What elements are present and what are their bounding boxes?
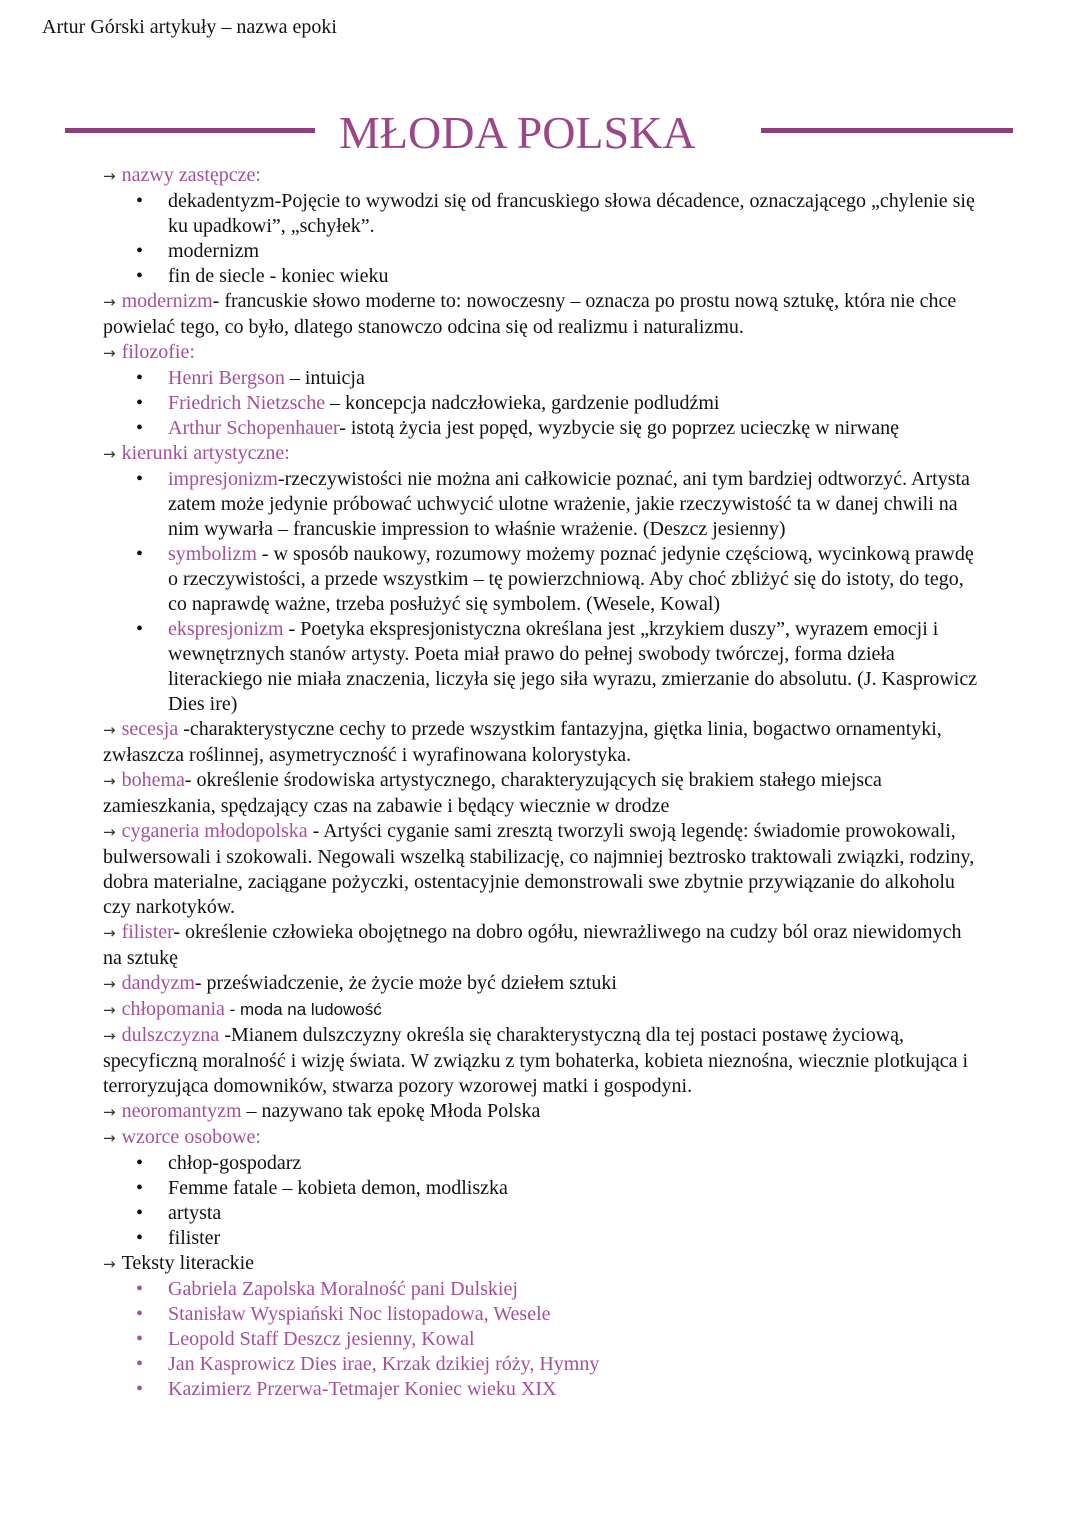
- filozofie-list: [103, 366, 983, 441]
- entry-cyganeria: [103, 819, 983, 920]
- entry-kierunki: [103, 441, 983, 467]
- entry-nazwy: [103, 163, 983, 189]
- list-item: • filister: [103, 1226, 983, 1251]
- term: nazwy zastępcze:: [121, 164, 261, 186]
- entry-modernizm: [103, 289, 983, 340]
- movement-desc: - w sposób naukowy, rozumowy możemy poznać jedynie częściową, wycinkową prawdę o rzeczywistości, a przede wszystkim – tę powierzchniową. Aby choć zbliżyć się do istoty, do tego, co naprawdę ważne, trzeba posłużyć się symbolem. (Wesele, Kowal): [168, 543, 974, 615]
- philosopher-desc: – intuicja: [284, 367, 365, 389]
- notes-content: [103, 163, 983, 1402]
- definition: - określenie człowieka obojętnego na dobro ogółu, niewrażliwego na cudzy ból oraz niewidomych na sztukę: [103, 921, 962, 969]
- arrow-icon: →: [103, 1001, 116, 1019]
- arrow-icon: →: [103, 975, 116, 993]
- term: dandyzm: [121, 972, 195, 994]
- arrow-icon: →: [103, 1255, 116, 1273]
- literary-work: • Jan Kasprowicz Dies irae, Krzak dzikiej róży, Hymny: [103, 1352, 983, 1377]
- term: modernizm: [121, 290, 213, 312]
- arrow-icon: →: [103, 167, 116, 185]
- entry-dandyzm: [103, 971, 983, 997]
- term: neoromantyzm: [121, 1100, 242, 1122]
- philosopher-desc: – koncepcja nadczłowieka, gardzenie podludźmi: [325, 392, 720, 414]
- list-item: • dekadentyzm-Pojęcie to wywodzi się od francuskiego słowa décadence, oznaczającego „chylenie się ku upadkowi”, „schyłek”.: [103, 189, 983, 239]
- definition: - francuskie słowo moderne to: nowoczesny – oznacza po prostu nową sztukę, która nie chce powielać tego, co było, dlatego stanowczo odcina się od realizmu i naturalizmu.: [103, 290, 957, 338]
- list-item: [103, 467, 983, 542]
- movement-desc: - Poetyka ekspresjonistyczna określana jest „krzykiem duszy”, wyrazem emocji i wewnętrznych stanów artysty. Poeta miał prawo do pełnej swobody twórczej, forma dzieła literackiego nie miała znaczenia, liczyła się jego siła wyrazu, zmierzanie do absolutu. (J. Kasprowicz Dies ire): [168, 618, 978, 715]
- title-rule-right: [761, 128, 1013, 133]
- definition: – nazywano tak epokę Młoda Polska: [241, 1100, 541, 1122]
- movement-name: impresjonizm: [168, 468, 278, 490]
- entry-filozofie: [103, 340, 983, 366]
- movement-desc: -rzeczywistości nie można ani całkowicie poznać, ani tym bardziej odtworzyć. Artysta zatem może jedynie próbować uchwycić ulotne wrażenie, jakie rzeczywistość ta w danej chwili na nim wywarła – francuskie impression to właśnie wrażenie. (Deszcz jesienny): [168, 468, 970, 540]
- term: kierunki artystyczne:: [121, 442, 290, 464]
- title-row: [65, 104, 1015, 164]
- definition: -Mianem dulszczyzny określa się charakterystyczną dla tej postaci postawę życiową, specyficzną moralność i wizję świata. W związku z tym bohaterka, kobieta nieznośna, wiecznie plotkująca i terroryzująca domowników, stwarza pozory wzorowej matki i gospodyni.: [103, 1024, 969, 1097]
- kierunki-list: [103, 467, 983, 717]
- title-rule-left: [65, 128, 315, 133]
- teksty-list: [103, 1277, 983, 1402]
- list-item: • modernizm: [103, 239, 983, 264]
- nazwy-list: [103, 189, 983, 289]
- literary-work: • Gabriela Zapolska Moralność pani Dulskiej: [103, 1277, 983, 1302]
- term: cyganeria młodopolska: [121, 820, 308, 842]
- arrow-icon: →: [103, 1129, 116, 1147]
- arrow-icon: →: [103, 1027, 116, 1045]
- movement-name: symbolizm: [168, 543, 257, 565]
- list-item: [103, 617, 983, 717]
- philosopher-name: Arthur Schopenhauer: [168, 417, 340, 439]
- term: filozofie:: [121, 341, 195, 363]
- list-item: [103, 366, 983, 391]
- literary-work: • Kazimierz Przerwa-Tetmajer Koniec wieku XIX: [103, 1377, 983, 1402]
- section-label: Teksty literackie: [121, 1252, 255, 1274]
- arrow-icon: →: [103, 721, 116, 739]
- page-title: MŁODA POLSKA: [339, 107, 696, 158]
- list-item: [103, 542, 983, 617]
- movement-name: ekspresjonizm: [168, 618, 284, 640]
- term: secesja: [121, 718, 179, 740]
- definition: - moda na ludowość: [224, 1000, 382, 1019]
- entry-secesja: [103, 717, 983, 768]
- term: dulszczyzna: [121, 1024, 220, 1046]
- list-item: • chłop-gospodarz: [103, 1151, 983, 1176]
- term: wzorce osobowe:: [121, 1126, 261, 1148]
- entry-dulszczyzna: [103, 1023, 983, 1099]
- arrow-icon: →: [103, 924, 116, 942]
- list-item: • Femme fatale – kobieta demon, modliszka: [103, 1176, 983, 1201]
- list-item: [103, 391, 983, 416]
- term: filister: [121, 921, 174, 943]
- definition: - przeświadczenie, że życie może być dziełem sztuki: [194, 972, 617, 994]
- arrow-icon: →: [103, 445, 116, 463]
- arrow-icon: →: [103, 772, 116, 790]
- wzorce-list: [103, 1151, 983, 1251]
- definition: -charakterystyczne cechy to przede wszystkim fantazyjna, giętka linia, bogactwo ornamentyki, zwłaszcza roślinnej, asymetryczność i wyrafinowana kolorystyka.: [103, 718, 942, 766]
- arrow-icon: →: [103, 1103, 116, 1121]
- definition: - Artyści cyganie sami zresztą tworzyli swoją legendę: świadomie prowokowali, bulwersowali i szokowali. Negowali wszelką stabilizację, co najmniej beztrosko traktowali związki, rodziny, dobra materialne, zaciągane pożyczki, ostentacyjnie demonstrowali swe zbytnie przywiązanie do alkoholu czy narkotyków.: [103, 820, 975, 918]
- entry-chlopomania: [103, 997, 983, 1023]
- list-item: • fin de siecle - koniec wieku: [103, 264, 983, 289]
- arrow-icon: →: [103, 823, 116, 841]
- list-item: [103, 416, 983, 441]
- document-header: Artur Górski artykuły – nazwa epoki: [42, 16, 337, 38]
- entry-bohema: [103, 768, 983, 819]
- list-item: • artysta: [103, 1201, 983, 1226]
- literary-work: • Stanisław Wyspiański Noc listopadowa, Wesele: [103, 1302, 983, 1327]
- entry-teksty: [103, 1251, 983, 1277]
- philosopher-name: Friedrich Nietzsche: [168, 392, 326, 414]
- literary-work: • Leopold Staff Deszcz jesienny, Kowal: [103, 1327, 983, 1352]
- entry-neoromantyzm: [103, 1099, 983, 1125]
- philosopher-desc: - istotą życia jest popęd, wyzbycie się go poprzez ucieczkę w nirwanę: [339, 417, 899, 439]
- entry-wzorce: [103, 1125, 983, 1151]
- definition: - określenie środowiska artystycznego, charakteryzujących się brakiem stałego miejsca zamieszkania, spędzający czas na zabawie i będący wiecznie w drodze: [103, 769, 882, 817]
- arrow-icon: →: [103, 293, 116, 311]
- term: bohema: [121, 769, 185, 791]
- philosopher-name: Henri Bergson: [168, 367, 285, 389]
- term: chłopomania: [121, 998, 225, 1020]
- arrow-icon: →: [103, 344, 116, 362]
- entry-filister: [103, 920, 983, 971]
